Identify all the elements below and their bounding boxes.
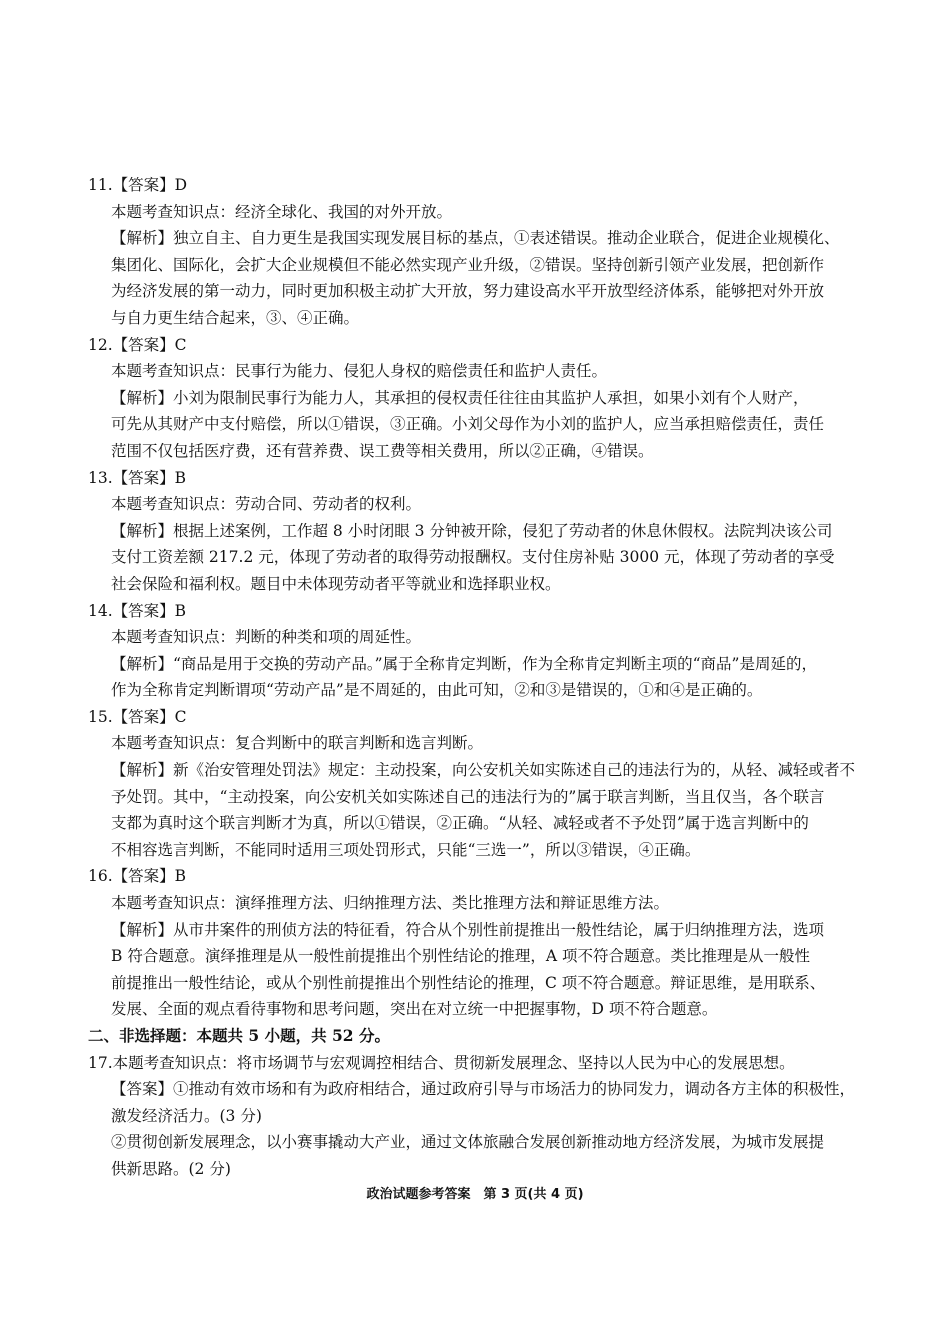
analysis-line: 【解析】新《治安管理处罚法》规定：主动投案，向公安机关如实陈述自己的违法行为的，从轻、减轻或者不 [111, 761, 856, 780]
analysis-line: 【解析】独立自主、自力更生是我国实现发展目标的基点，①表述错误。推动企业联合，促进企业规模化、 [111, 229, 840, 248]
analysis-line: 与自力更生结合起来，③、④正确。 [111, 308, 360, 327]
analysis-line: 支都为真时这个联言判断才为真，所以①错误，②正确。“从轻、减轻或者不予处罚”属于选言判断中的 [111, 814, 809, 833]
answer-line: 【答案】①推动有效市场和有为政府相结合，通过政府引导与市场活力的协同发力，调动各方主体的积极性， [111, 1080, 856, 1099]
knowledge-point: 本题考查知识点：经济全球化、我国的对外开放。 [111, 202, 453, 221]
answer-point: ②贯彻创新发展理念，以小赛事撬动大产业，通过文体旅融合发展创新推动地方经济发展，为城市发展提 [111, 1133, 825, 1152]
analysis-line: 【解析】小刘为限制民事行为能力人，其承担的侵权责任往往由其监护人承担，如果小刘有个人财产， [111, 388, 809, 407]
question-14 [88, 598, 868, 704]
analysis-line: 予处罚。其中，“主动投案，向公安机关如实陈述自己的违法行为的”属于联言判断，当且仅当，各个联言 [111, 787, 825, 806]
section-heading: 二、非选择题：本题共 5 小题，共 52 分。 [88, 1026, 390, 1045]
answer-document [88, 172, 868, 1183]
question-intro: 17.本题考查知识点：将市场调节与宏观调控相结合、贯彻新发展理念、坚持以人民为中心的发展思想。 [88, 1053, 795, 1072]
knowledge-point: 本题考查知识点：判断的种类和项的周延性。 [111, 628, 422, 647]
analysis-line: 为经济发展的第一动力，同时更加积极主动扩大开放，努力建设高水平开放型经济体系，能够把对外开放 [111, 282, 825, 301]
answer-line: 13.【答案】B [88, 468, 187, 487]
answer-line: 16.【答案】B [88, 867, 187, 886]
analysis-line: B 符合题意。演绎推理是从一般性前提推出个别性结论的推理，A 项不符合题意。类比推理是从一般性 [111, 947, 810, 966]
analysis-line: 【解析】“商品是用于交换的劳动产品。”属于全称肯定判断，作为全称肯定判断主项的“商品”是周延的， [111, 654, 817, 673]
analysis-line: 不相容选言判断，不能同时适用三项处罚形式，只能“三选一”，所以③错误，④正确。 [111, 840, 701, 859]
analysis-line: 【解析】根据上述案例，工作超 8 小时闭眼 3 分钟被开除，侵犯了劳动者的休息休假权。法院判决该公司 [111, 521, 833, 540]
analysis-line: 可先从其财产中支付赔偿，所以①错误，③正确。小刘父母作为小刘的监护人，应当承担赔偿责任，责任 [111, 415, 825, 434]
knowledge-point: 本题考查知识点：民事行为能力、侵犯人身权的赔偿责任和监护人责任。 [111, 362, 608, 381]
answer-line: 12.【答案】C [88, 335, 187, 354]
question-17 [88, 1050, 868, 1183]
analysis-line: 范围不仅包括医疗费，还有营养费、误工费等相关费用，所以②正确，④错误。 [111, 441, 654, 460]
question-16 [88, 863, 868, 1023]
knowledge-point: 本题考查知识点：复合判断中的联言判断和选言判断。 [111, 734, 484, 753]
analysis-line: 【解析】从市井案件的刑侦方法的特征看，符合从个别性前提推出一般性结论，属于归纳推理方法，选项 [111, 920, 825, 939]
knowledge-point: 本题考查知识点：演绎推理方法、归纳推理方法、类比推理方法和辩证思维方法。 [111, 894, 670, 913]
question-15 [88, 704, 868, 864]
page-footer: 政治试题参考答案 第 3 页(共 4 页) [366, 1187, 584, 1202]
analysis-line: 支付工资差额 217.2 元，体现了劳动者的取得劳动报酬权。支付住房补贴 3000 元，体现了劳动者的享受 [111, 548, 835, 567]
analysis-line: 前提推出一般性结论，或从个别性前提推出个别性结论的推理，C 项不符合题意。辩证思维，是用联系、 [111, 973, 826, 992]
question-12 [88, 332, 868, 465]
answer-line: 15.【答案】C [88, 707, 187, 726]
question-13 [88, 465, 868, 598]
answer-line: 14.【答案】B [88, 601, 187, 620]
analysis-line: 集团化、国际化，会扩大企业规模但不能必然实现产业升级，②错误。坚持创新引领产业发展，把创新作 [111, 255, 825, 274]
knowledge-point: 本题考查知识点：劳动合同、劳动者的权利。 [111, 495, 422, 514]
analysis-line: 社会保险和福利权。题目中未体现劳动者平等就业和选择职业权。 [111, 574, 561, 593]
answer-line: 11.【答案】D [88, 176, 188, 194]
answer-line: 激发经济活力。(3 分) [111, 1106, 262, 1125]
question-11 [88, 172, 868, 332]
analysis-line: 作为全称肯定判断谓项“劳动产品”是不周延的，由此可知，②和③是错误的，①和④是正确的。 [111, 681, 763, 700]
answer-point: 供新思路。(2 分) [111, 1159, 231, 1178]
analysis-line: 发展、全面的观点看待事物和思考问题，突出在对立统一中把握事物，D 项不符合题意。 [111, 1000, 718, 1019]
